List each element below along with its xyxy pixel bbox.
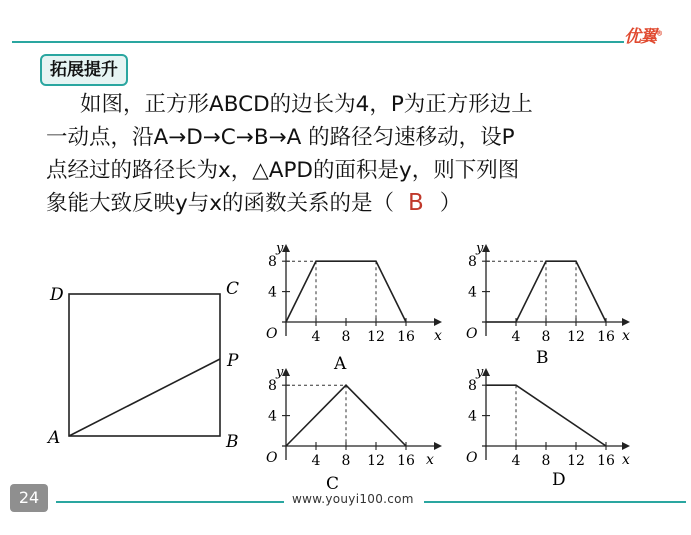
- x-axis-arrow-icon: [622, 318, 630, 326]
- option-label: A: [334, 354, 347, 374]
- xtick-label: 16: [397, 453, 415, 469]
- origin-label: O: [266, 326, 278, 342]
- ytick-label: 8: [468, 378, 477, 395]
- y-axis-label: y: [276, 365, 284, 380]
- vertex-c: C: [226, 279, 240, 299]
- origin-label: O: [466, 326, 478, 342]
- y-axis-label: y: [476, 365, 484, 380]
- question-line-4: 象能大致反映y与x的函数关系的是（ B ）: [46, 190, 462, 216]
- ytick-label: 4: [268, 284, 277, 301]
- page-number: 24: [10, 484, 48, 512]
- brand-logo: 优翼®: [624, 27, 662, 47]
- point-p: P: [227, 351, 239, 371]
- x-axis-label: x: [622, 452, 630, 468]
- vertex-b: B: [226, 432, 239, 452]
- xtick-label: 16: [597, 453, 615, 469]
- footer-divider-right: [424, 501, 686, 503]
- vertex-d: D: [50, 285, 64, 305]
- function-line: [286, 261, 406, 322]
- option-label: D: [552, 470, 566, 490]
- ytick-label: 8: [268, 378, 277, 395]
- ytick-label: 8: [468, 254, 477, 271]
- question-line-2: 一动点，沿A→D→C→B→A 的路径匀速移动，设P: [46, 125, 515, 150]
- x-axis-arrow-icon: [434, 318, 442, 326]
- x-axis-arrow-icon: [434, 442, 442, 450]
- section-tag: 拓展提升: [40, 54, 128, 86]
- question-text: [46, 88, 656, 220]
- ytick-label: 4: [268, 408, 277, 425]
- question-line-3: 点经过的路径长为x，△APD的面积是y，则下列图: [46, 158, 520, 183]
- xtick-label: 4: [511, 453, 521, 469]
- y-axis-label: y: [476, 241, 484, 256]
- xtick-label: 8: [341, 329, 351, 345]
- header-divider: [12, 41, 624, 43]
- ytick-label: 8: [268, 254, 277, 271]
- ytick-label: 4: [468, 284, 477, 301]
- ytick-label: 4: [468, 408, 477, 425]
- graph-c: [262, 362, 452, 502]
- xtick-label: 4: [311, 453, 321, 469]
- square-figure: [40, 270, 250, 460]
- graph-a: [262, 238, 452, 378]
- square-abcd: [69, 294, 220, 436]
- xtick-label: 16: [397, 329, 415, 345]
- xtick-label: 12: [567, 329, 585, 345]
- graph-b: [462, 238, 652, 378]
- function-line: [486, 385, 606, 446]
- xtick-label: 16: [597, 329, 615, 345]
- x-axis-label: x: [426, 452, 434, 468]
- xtick-label: 8: [541, 453, 551, 469]
- question-line-1: 如图，正方形ABCD的边长为4，P为正方形边上: [80, 92, 533, 117]
- xtick-label: 8: [341, 453, 351, 469]
- graph-d: [462, 362, 652, 502]
- x-axis-label: x: [622, 328, 630, 344]
- footer-url[interactable]: www.youyi100.com: [292, 492, 414, 506]
- xtick-label: 12: [367, 453, 385, 469]
- option-label: C: [326, 474, 340, 494]
- footer-divider-left: [56, 501, 284, 503]
- x-axis-arrow-icon: [622, 442, 630, 450]
- segment-ap: [69, 359, 220, 436]
- origin-label: O: [266, 450, 278, 466]
- x-axis-label: x: [434, 328, 442, 344]
- xtick-label: 4: [511, 329, 521, 345]
- xtick-label: 12: [567, 453, 585, 469]
- xtick-label: 12: [367, 329, 385, 345]
- answer-choice: B: [407, 190, 424, 216]
- xtick-label: 8: [541, 329, 551, 345]
- xtick-label: 4: [311, 329, 321, 345]
- y-axis-label: y: [276, 241, 284, 256]
- origin-label: O: [466, 450, 478, 466]
- option-label: B: [536, 348, 549, 368]
- vertex-a: A: [48, 428, 61, 448]
